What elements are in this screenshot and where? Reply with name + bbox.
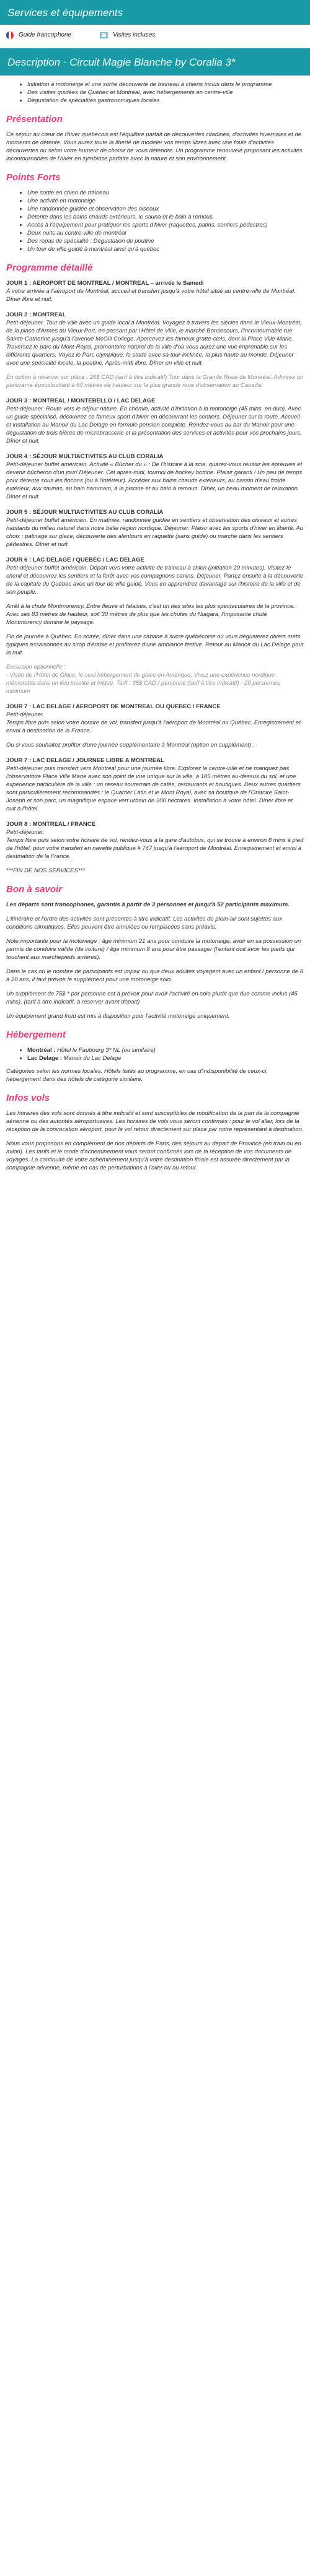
list-item: • Dégustation de spécialités gastronomiques locales xyxy=(27,97,304,105)
page xyxy=(0,0,310,1172)
day-title: JOUR 2 : MONTREAL xyxy=(6,311,66,318)
day-5 xyxy=(6,508,304,549)
hotel-city: Montréal : xyxy=(27,1047,56,1054)
points-forts-list xyxy=(6,189,304,253)
day-text: Petit-déjeuner. Route vers le séjour nature. En chemin, activité d'initiation à la motoneige (45 mins. en duo). Avec un guide spécialisé, découvrez ce fameux sport d'hiver en découvrant les sentiers. Déjeuner sur la route. Accueil et installation au Manoir du Lac Delage en formule pension complète. Rendez-vous au bar du Manoir pour une dégustation de trois bières de microbrasserie et la présentation des services et activités pour vos prochains jours. Dîner et nuit. xyxy=(6,405,302,445)
description-section xyxy=(0,80,310,1172)
service-label: Visites incluses xyxy=(113,32,156,38)
day-title: JOUR 4 : SÉJOUR MULTIACTIVITES AU CLUB CORALIA xyxy=(6,453,164,460)
day-text: Petit-déjeuner puis transfert vers Montréal pour une journée libre. Explorez le centre-ville et ne manquez pas l'observatoire Place Ville Marie avec son point de vue unique sur la ville, à 185 mètres au-dessus du sol, et une experience particulière de la ville : un réseau souterrain de cafés, restaurants et boutiques. Deux autres quartiers sont particulièrement recommandés : le Quartier Latin et le Mont Royal, avec sa boutique de l'Oratoire Saint-Joseph et son parc, un magnifique espace vert urbain de 200 hectares. Installation à votre hôtel. Dîner libre et nuit à l'hôtel. xyxy=(6,765,301,812)
bon-a-savoir-text: Un équipement grand froid est mis à disposition pour l'activité motoneige uniquement. xyxy=(6,1013,230,1020)
list-item: • Accès à l'équipement pour pratiquer les sports d'hiver (raquettes, patins, sentiers pédestres) xyxy=(27,221,304,229)
day-text: Fin de journée à Québec. En soirée, dîner dans une cabane à sucre québécoise où vous dégusterez divers mets typiques assaisonnés au sirop d'érable et profiterez d'une ambiance festive. Retour au Manoir du Lac Delage pour la nuit. xyxy=(6,633,304,656)
service-visits-included xyxy=(100,31,155,40)
list-item xyxy=(27,1046,304,1054)
list-item: • Une activité en motoneige xyxy=(27,197,304,205)
list-item: • Des visites guidées de Québec et Montréal, avec hébergements en centre-ville xyxy=(27,89,304,97)
bon-a-savoir-text: Un supplément de 75$ * par personne est à prévoir pour avoir l'activité en solo plutôt que duo comme inclus (45 mins). (tarif à titre indicatif, à réserver avant départ) xyxy=(6,991,298,1005)
services-banner xyxy=(0,0,310,25)
infos-vols-heading: Infos vols xyxy=(6,1093,50,1103)
day-text: Petit-déjeuner. xyxy=(6,711,45,718)
presentation-heading: Présentation xyxy=(6,114,63,124)
services-title: Services et équipements xyxy=(7,7,123,19)
day-text: Petit-déjeuner. Tour de ville avec un guide local à Montréal. Voyagez à travers les siècles dans le Vieux-Montréal, de la place d'Armes au Vieux-Port, en passant par l'Hôtel de Ville, le marché Bonsecours, l'incontournable rue Sainte-Catherine jusqu'à l'avenue McGill College. Apercevez les fameux gratte-ciels, dont la Place Ville-Marie. Traversez le parc du Mont-Royal, promontoire naturel de la ville d'où vous aurez une vue imprenable sur les différents quartiers. Voyez le Parc olympique, le stade avec sa tour inclinée, la plus haute au monde. Déjeuner avec une spécialité locale, la poutine. Après-midi libre. Dîner en ville et nuit. xyxy=(6,319,302,366)
day-text: À votre arrivée à l'aéroport de Montréal, accueil et transfert jusqu'à votre hôtel situé au centre-ville de Montréal. Dîner libre et nuit. xyxy=(6,288,296,303)
france-flag-icon xyxy=(6,32,14,39)
hebergement-heading: Hébergement xyxy=(6,1030,66,1040)
hebergement-note: Catégories selon les normes locales. Hôtels listés au programme, en cas d'indisponibilité de ceux-ci, hébergement dans des hôtels de catégorie similaire. xyxy=(6,1068,268,1083)
end-of-services: ***FIN DE NOS SERVICES*** xyxy=(6,867,86,874)
list-item: • Deux nuits au centre-ville de montréal xyxy=(27,229,304,237)
list-item: • Une sortie en chien de traineau xyxy=(27,189,304,197)
hotel-name: Hôtel le Faubourg 3* NL (ou similaire) xyxy=(57,1047,156,1054)
bon-a-savoir-text: Note importante pour la motoneige : âge minimum 21 ans pour conduire la motoneige, avoir en sa possession un permis de conduire valide (de voiture) / âge minimum 8 ans pour être passager (l'enfant doit avoir les pieds qui touchent aux marchepieds arrières). xyxy=(6,938,301,961)
day-title: JOUR 7 : LAC DELAGE / AEROPORT DE MONTREAL OU QUEBEC / FRANCE xyxy=(6,703,221,710)
description-banner xyxy=(0,48,310,76)
day-title: JOUR 8 : MONTREAL / FRANCE xyxy=(6,821,95,828)
day-7 xyxy=(6,703,304,749)
list-item: • Des repas de spécialité : Dégustation de poutine xyxy=(27,237,304,245)
day-title: JOUR 1 : AEROPORT DE MONTREAL / MONTREAL – arrivée le Samedi xyxy=(6,280,204,287)
day-3 xyxy=(6,397,304,445)
hebergement-list xyxy=(6,1046,304,1062)
infos-vols-text: Les horaires des vols sont donnés à titre indicatif et sont susceptibles de modification de la part de la compagnie aérienne ou des autorités aéroportuaires. Les horaires de vols vous seront confirmés : pour le vol aller, lors de la réception de la convocation aéroport, pour le vol retour directement sur place par notre représentant à destination. xyxy=(6,1110,304,1133)
services-row xyxy=(0,25,310,48)
day-option-text: En option à réserver sur place : 26$ CAD (tarif à titre indicatif) Tour dans la Grande Roue de Montréal. Admirez un panorama époustouflant à 60 mètres de hauteur sur la plus grande roue d'observation au Canada. xyxy=(6,374,304,389)
description-title: Description - Circuit Magie Blanche by Coralia 3* xyxy=(7,56,236,68)
bon-a-savoir-text: L'itinéraire et l'ordre des activités sont présentés à titre indicatif. Les activités de plein-air sont sujettes aux conditions climatiques. Elles peuvent être annulées ou remplacées sans préavis. xyxy=(6,916,283,930)
day-6 xyxy=(6,556,304,695)
bon-a-savoir-heading: Bon à savoir xyxy=(6,884,63,895)
day-text: Petit-déjeuner buffet américain. En matinée, randonnée guidée en sentiers et observation des oiseaux et autres habitants du milieu naturel dans notre belle région nordique. Déjeuner. Plaisir avec les sports d'hiver en liberté. Au choix : patinage sur glace, découverte des alentours en raquette (sans guide) ou marche dans les sentiers pédestres. Dîner et nuit. xyxy=(6,517,304,548)
hotel-name: Manoir du Lac Delage xyxy=(63,1055,122,1062)
bon-a-savoir-lead: Les départs sont francophones, garantis à partir de 3 personnes et jusqu'à 52 participants maximum. xyxy=(6,901,290,908)
service-french-guide xyxy=(6,31,71,40)
description-list xyxy=(6,80,304,105)
hotel-city: Lac Delage : xyxy=(27,1055,62,1062)
presentation-text: Ce séjour au cœur de l'hiver québécois est l'équilibre parfait de découvertes citadines, d'activités hivernales et de moments de détente. Vous aurez toute la liberté de modeler vos temps libres avec une foule d'activités découvertes ou selon votre humeur de choisir de vous détendre. Un programme renouvelé proposant les activités incontournables de l'hiver en symbiose parfaite avec la nature et son environnement. xyxy=(6,131,303,162)
excursion-text: - Visite de l'Hôtel de Glace, le seul hébergement de glace en Amérique. Vivez une expérience nordique mémorable dans un lieu insolite et inique. Tarif : 35$ CAD / personne (tarif à titre indicatif) - 20 personnes minimum xyxy=(6,672,280,695)
day-7-option xyxy=(6,757,304,813)
list-item: • Un tour de ville guidé à montréal ainsi qu'à québec xyxy=(27,245,304,253)
day-8 xyxy=(6,820,304,875)
day-text: Ou si vous souhaitez profiter d'une journée supplémentaire à Montréal (option en supplément) : xyxy=(6,742,255,748)
points-forts-heading: Points Forts xyxy=(6,172,61,183)
day-title: JOUR 5 : SÉJOUR MULTIACTIVITES AU CLUB CORALIA xyxy=(6,509,164,516)
list-item: • Une randonnée guidée et observation des oiseaux xyxy=(27,205,304,213)
day-title: JOUR 3 : MONTREAL / MONTEBELLO / LAC DELAGE xyxy=(6,397,156,404)
day-2 xyxy=(6,311,304,389)
day-text: Petit-déjeuner. xyxy=(6,829,45,836)
day-4 xyxy=(6,453,304,501)
day-title: JOUR 6 : LAC DELAGE / QUEBEC / LAC DELAGE xyxy=(6,557,144,563)
day-text: Petit-déjeuner buffet américain. Départ vers votre activité de traineau à chien (initiation 20 minutes). Visitez le chenil et découvrez les sentiers et la forêt avec vos compagnons canins. Déjeuner. Partez ensuite à la découverte de la capitale du Québec avec un tour de ville guidé. Vous en apprendrez davantage sur l'histoire de la ville et de son peuple. xyxy=(6,565,304,596)
day-text: Temps libre puis selon votre horaire de vol, transfert jusqu'à l'aéroport de Montréal ou Québec. Enregistrement et envol à destination de la France. xyxy=(6,719,301,734)
day-1 xyxy=(6,279,304,303)
ticket-icon xyxy=(100,32,108,38)
day-title: JOUR 7 : LAC DELAGE / JOURNEE LIBRE A MONTREAL xyxy=(6,757,164,764)
excursion-label: Excursion optionnelle : xyxy=(6,664,66,670)
day-text: Petit-déjeuner buffet américain. Activité « Bûcher du » : De l'histoire à la scie, quarez-vous réussir les épreuves et devenir bûcheron d'un jour! Déjeuner. Cet après-midi, tournoi de hockey bottine. Plaisir garanti ! Un peu de temps pour détente sous les flocons (ou à l'intérieur). Accéder aux bains chauds extérieurs, au bassin d'eau froide extérieur, aux saunas, au bain hammam, à la piscine et au bain à remous. Dîner, un beau moment de relaxation. Dîner et nuit. xyxy=(6,461,303,500)
infos-vols-text: Nous vous proposons en complément de nos départs de Paris, des séjours au départ de Province (en train ou en avion). Les tarifs et le mode d'acheminement vous seront confirmés lors de la réception de vos documents de voyages. La continuité de votre acheminement jusqu'à votre destination finale est assurée directement par la compagnie aérienne, même en cas de perturbations à l'aller ou au retour. xyxy=(6,1140,301,1171)
service-label: Guide francophone xyxy=(19,32,72,38)
list-item: • Détente dans les bains chauds extérieurs, le sauna et le bain à remous. xyxy=(27,213,304,221)
programme-heading: Programme détaillé xyxy=(6,262,93,273)
list-item xyxy=(27,1054,304,1062)
day-text: Temps libre puis selon votre horaire de vol, rendez-vous à la gare d'autobus, qui se trouve à environ 8 mins à pied de l'hôtel, pour votre transfert en navette publique # 747 jusqu'à l'aéroport de Montréal. Enregistrement et envol à destination de la France. xyxy=(6,837,304,860)
day-text: Arrêt à la chute Montmorency. Entre fleuve et falaises, c'est un des sites les plus spectaculaires de la province. Avec ses 83 mètres de hauteur, soit 30 mètres de plus que les chutes du Niagara, l'imposante chute Montmorency domine le paysage. xyxy=(6,603,295,626)
bon-a-savoir-text: Dans le cas où le nombre de participants est impair ou que deux adultes voyagent avec un enfant / personne de 8 à 20 ans, il faut prévoir le supplément pour une motoneige solo. xyxy=(6,968,303,983)
list-item: • Initiation à motoneige et une sortie découverte de traineau à chiens inclus dans le programme xyxy=(27,80,304,89)
